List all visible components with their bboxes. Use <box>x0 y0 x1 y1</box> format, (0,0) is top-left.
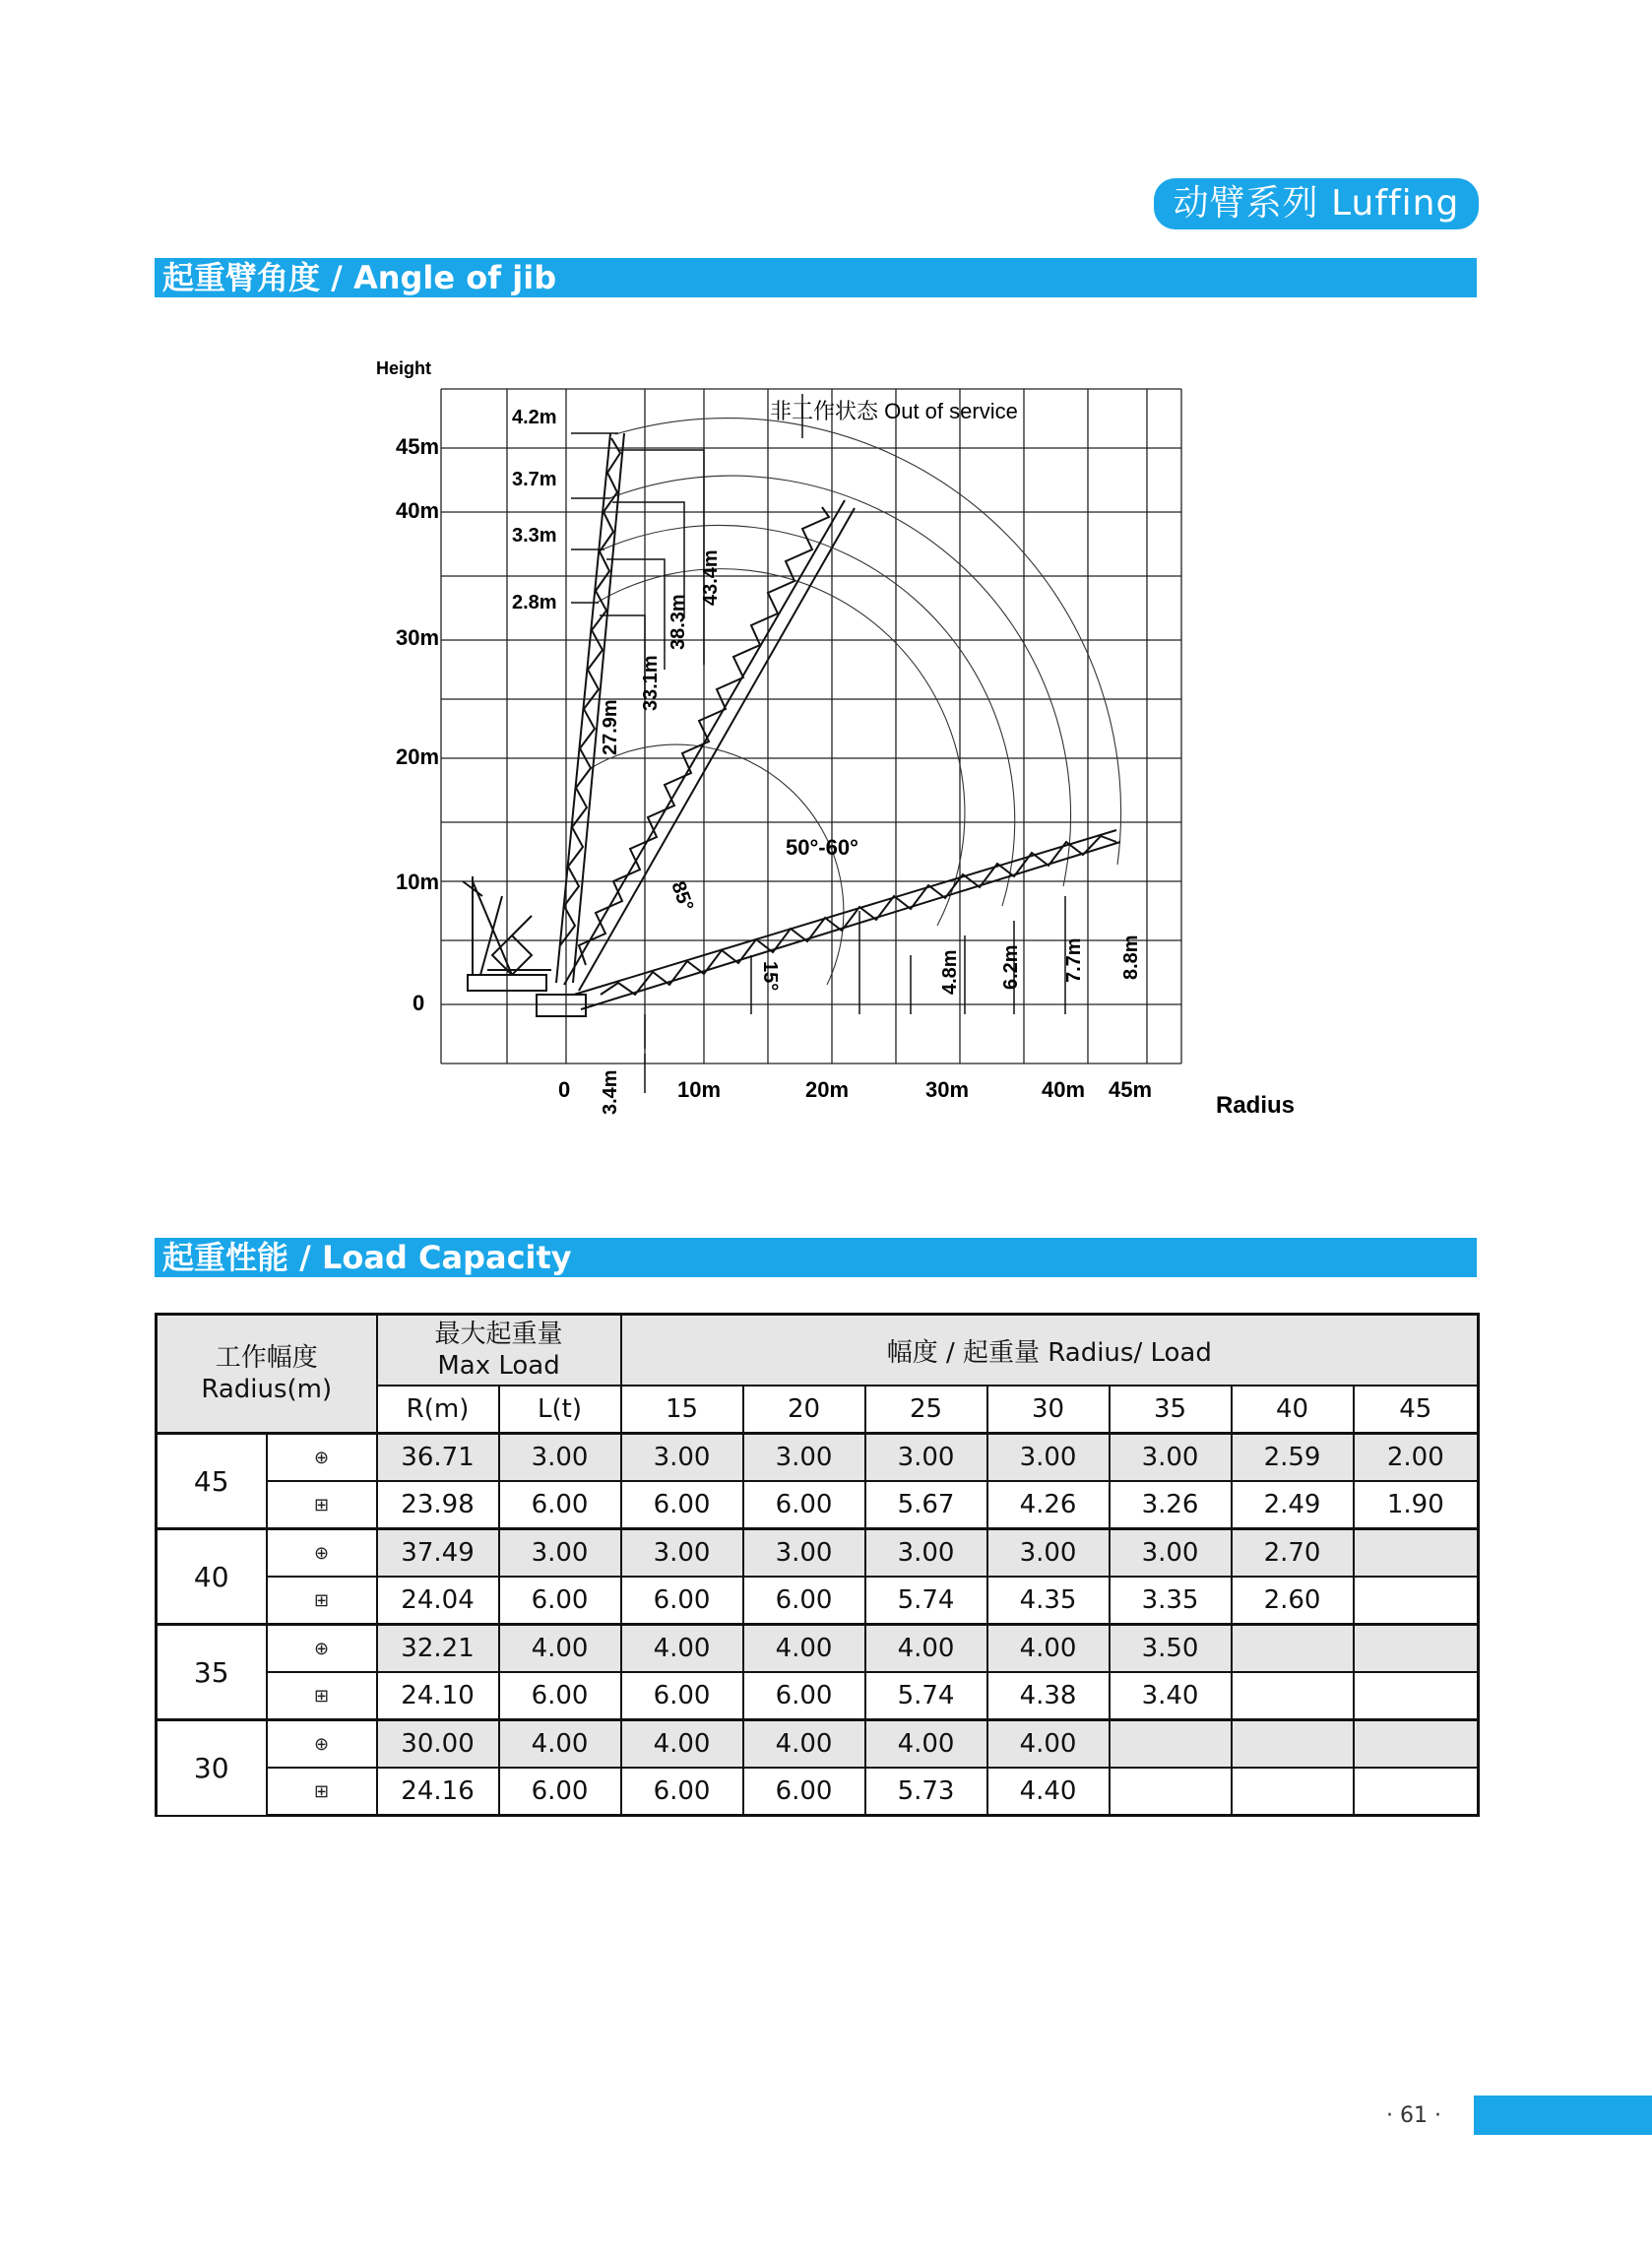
load-cell: 6.00 <box>621 1577 743 1625</box>
load-cell <box>1354 1577 1479 1625</box>
angle-15: 15° <box>759 961 781 992</box>
x-axis-title: Radius <box>1216 1092 1296 1119</box>
x-tick-40: 40m <box>1042 1077 1086 1102</box>
load-cell: 2.00 <box>1354 1434 1479 1482</box>
max-radius-cell: 30.00 <box>377 1720 499 1769</box>
max-load-cell: 6.00 <box>499 1577 621 1625</box>
load-cell: 3.00 <box>743 1529 865 1578</box>
table-row <box>157 1434 1479 1482</box>
load-cell: 6.00 <box>743 1481 865 1529</box>
height-383: 38.3m <box>667 594 689 650</box>
hook-4fall-icon: ⊞ <box>267 1577 377 1625</box>
load-cell <box>1354 1720 1479 1769</box>
hook-height-62: 6.2m <box>1000 944 1022 990</box>
hook-4fall-icon: ⊞ <box>267 1672 377 1720</box>
load-cell: 5.74 <box>865 1672 987 1720</box>
y-tick-20: 20m <box>396 744 440 769</box>
hook-height-88: 8.8m <box>1120 935 1142 980</box>
radius-col-20: 20 <box>743 1386 865 1434</box>
max-load-cell: 3.00 <box>499 1529 621 1578</box>
table-header <box>157 1315 1479 1434</box>
max-load-cell: 6.00 <box>499 1672 621 1720</box>
max-radius-cell: 36.71 <box>377 1434 499 1482</box>
load-cell: 2.70 <box>1232 1529 1354 1578</box>
max-load-cell: 4.00 <box>499 1720 621 1769</box>
load-cell <box>1354 1768 1479 1816</box>
load-cell: 4.40 <box>987 1768 1110 1816</box>
tip-offset-42: 4.2m <box>512 407 557 428</box>
load-cell: 4.00 <box>621 1720 743 1769</box>
load-cell: 6.00 <box>743 1577 865 1625</box>
load-cell: 3.40 <box>1110 1672 1232 1720</box>
max-radius-cell: 32.21 <box>377 1625 499 1673</box>
max-load-cell: 4.00 <box>499 1625 621 1673</box>
height-279: 27.9m <box>600 699 621 755</box>
load-cell: 4.00 <box>987 1625 1110 1673</box>
max-radius-cell: 23.98 <box>377 1481 499 1529</box>
x-tick-0: 0 <box>558 1077 571 1102</box>
table-row <box>157 1720 1479 1769</box>
page-number: · 61 · <box>1386 2103 1441 2128</box>
load-cell: 3.35 <box>1110 1577 1232 1625</box>
jib-length: 40 <box>157 1529 267 1625</box>
load-cell: 3.00 <box>865 1434 987 1482</box>
max-load-cell: 6.00 <box>499 1481 621 1529</box>
crane-base <box>463 876 586 1016</box>
load-cell <box>1232 1625 1354 1673</box>
radius-col-15: 15 <box>621 1386 743 1434</box>
load-cell <box>1110 1768 1232 1816</box>
table-row <box>157 1529 1479 1578</box>
load-cell: 3.00 <box>621 1529 743 1578</box>
jib-length: 45 <box>157 1434 267 1529</box>
hook-height-48: 4.8m <box>939 949 961 995</box>
load-cell: 4.00 <box>865 1720 987 1769</box>
max-radius-cell: 24.16 <box>377 1768 499 1816</box>
load-cell: 5.74 <box>865 1577 987 1625</box>
load-cell: 4.00 <box>865 1625 987 1673</box>
load-cell: 4.35 <box>987 1577 1110 1625</box>
load-cell <box>1232 1768 1354 1816</box>
load-cell: 3.00 <box>865 1529 987 1578</box>
load-cell: 6.00 <box>621 1481 743 1529</box>
y-tick-30: 30m <box>396 625 440 650</box>
load-cell <box>1232 1720 1354 1769</box>
load-cell: 6.00 <box>621 1768 743 1816</box>
table-row <box>157 1625 1479 1673</box>
jib-length: 30 <box>157 1720 267 1816</box>
page-strip <box>1474 2096 1652 2135</box>
hook-2fall-icon: ⊕ <box>267 1720 377 1769</box>
radius-col-25: 25 <box>865 1386 987 1434</box>
subheader-r: R(m) <box>377 1386 499 1434</box>
load-cell: 5.73 <box>865 1768 987 1816</box>
maxload-header-en: Max Load <box>437 1351 560 1381</box>
x-tick-10: 10m <box>677 1077 722 1102</box>
radius-arcs <box>591 419 1121 985</box>
hook-4fall-icon: ⊞ <box>267 1481 377 1529</box>
load-cell <box>1110 1720 1232 1769</box>
table-row <box>157 1577 1479 1625</box>
x-tick-45: 45m <box>1109 1077 1153 1102</box>
load-cell: 4.00 <box>743 1625 865 1673</box>
height-434: 43.4m <box>700 549 722 606</box>
load-cell: 3.00 <box>1110 1529 1232 1578</box>
max-load-cell: 6.00 <box>499 1768 621 1816</box>
hook-height-77: 7.7m <box>1063 937 1085 983</box>
height-331: 33.1m <box>640 655 662 711</box>
y-tick-45: 45m <box>396 434 440 459</box>
hook-2fall-icon: ⊕ <box>267 1529 377 1578</box>
x-tick-30: 30m <box>925 1077 970 1102</box>
load-cell <box>1354 1672 1479 1720</box>
load-cell: 4.38 <box>987 1672 1110 1720</box>
load-cell: 3.50 <box>1110 1625 1232 1673</box>
table-row <box>157 1481 1479 1529</box>
radius-load-header: 幅度 / 起重量 Radius/ Load <box>621 1315 1479 1386</box>
radius-col-35: 35 <box>1110 1386 1232 1434</box>
tip-offset-28: 2.8m <box>512 592 557 613</box>
load-cell: 4.00 <box>743 1720 865 1769</box>
load-cell: 3.00 <box>987 1434 1110 1482</box>
load-cell: 3.00 <box>1110 1434 1232 1482</box>
table-body <box>157 1434 1479 1816</box>
max-load-cell: 3.00 <box>499 1434 621 1482</box>
load-capacity-table <box>155 1313 1480 1817</box>
load-cell: 6.00 <box>743 1672 865 1720</box>
series-tag: 动臂系列 Luffing <box>1154 178 1479 229</box>
y-axis-title: Height <box>376 358 431 378</box>
load-cell: 4.26 <box>987 1481 1110 1529</box>
radius-col-30: 30 <box>987 1386 1110 1434</box>
load-cell: 6.00 <box>621 1672 743 1720</box>
load-cell <box>1232 1672 1354 1720</box>
hook-2fall-icon: ⊕ <box>267 1434 377 1482</box>
radius-header-cn: 工作幅度 <box>215 1343 318 1373</box>
load-cell: 2.49 <box>1232 1481 1354 1529</box>
load-cell: 3.00 <box>743 1434 865 1482</box>
radius-col-40: 40 <box>1232 1386 1354 1434</box>
load-cell: 3.26 <box>1110 1481 1232 1529</box>
load-cell: 4.00 <box>987 1720 1110 1769</box>
section-title-load: 起重性能 / Load Capacity <box>155 1238 1477 1277</box>
out-of-service-label: 非工作状态 Out of service <box>770 399 1018 423</box>
y-tick-40: 40m <box>396 498 440 523</box>
max-radius-cell: 24.04 <box>377 1577 499 1625</box>
hook-4fall-icon: ⊞ <box>267 1768 377 1816</box>
load-cell: 6.00 <box>743 1768 865 1816</box>
angle-50-60: 50°-60° <box>786 835 858 860</box>
maxload-header <box>377 1315 621 1386</box>
y-tick-0: 0 <box>413 991 425 1015</box>
tip-offset-33: 3.3m <box>512 525 557 547</box>
x-tick-20: 20m <box>805 1077 850 1102</box>
load-cell <box>1354 1529 1479 1578</box>
load-cell: 5.67 <box>865 1481 987 1529</box>
table-row <box>157 1768 1479 1816</box>
jib-angle-diagram <box>364 345 1300 1132</box>
load-cell: 4.00 <box>621 1625 743 1673</box>
table-row <box>157 1672 1479 1720</box>
radius-col-45: 45 <box>1354 1386 1479 1434</box>
load-cell: 2.60 <box>1232 1577 1354 1625</box>
tip-offset-37: 3.7m <box>512 469 557 490</box>
load-cell: 3.00 <box>621 1434 743 1482</box>
subheader-l: L(t) <box>499 1386 621 1434</box>
max-radius-cell: 37.49 <box>377 1529 499 1578</box>
y-tick-10: 10m <box>396 870 440 894</box>
max-radius-cell: 24.10 <box>377 1672 499 1720</box>
radius-header <box>157 1315 377 1434</box>
base-offset: 3.4m <box>600 1069 621 1115</box>
section-title-angle: 起重臂角度 / Angle of jib <box>155 258 1477 297</box>
load-cell: 2.59 <box>1232 1434 1354 1482</box>
hook-2fall-icon: ⊕ <box>267 1625 377 1673</box>
maxload-header-cn: 最大起重量 <box>434 1320 563 1349</box>
angle-85: 85° <box>667 878 698 915</box>
load-cell: 1.90 <box>1354 1481 1479 1529</box>
jib-length: 35 <box>157 1625 267 1720</box>
load-cell: 3.00 <box>987 1529 1110 1578</box>
radius-header-en: Radius(m) <box>201 1375 333 1404</box>
load-cell <box>1354 1625 1479 1673</box>
